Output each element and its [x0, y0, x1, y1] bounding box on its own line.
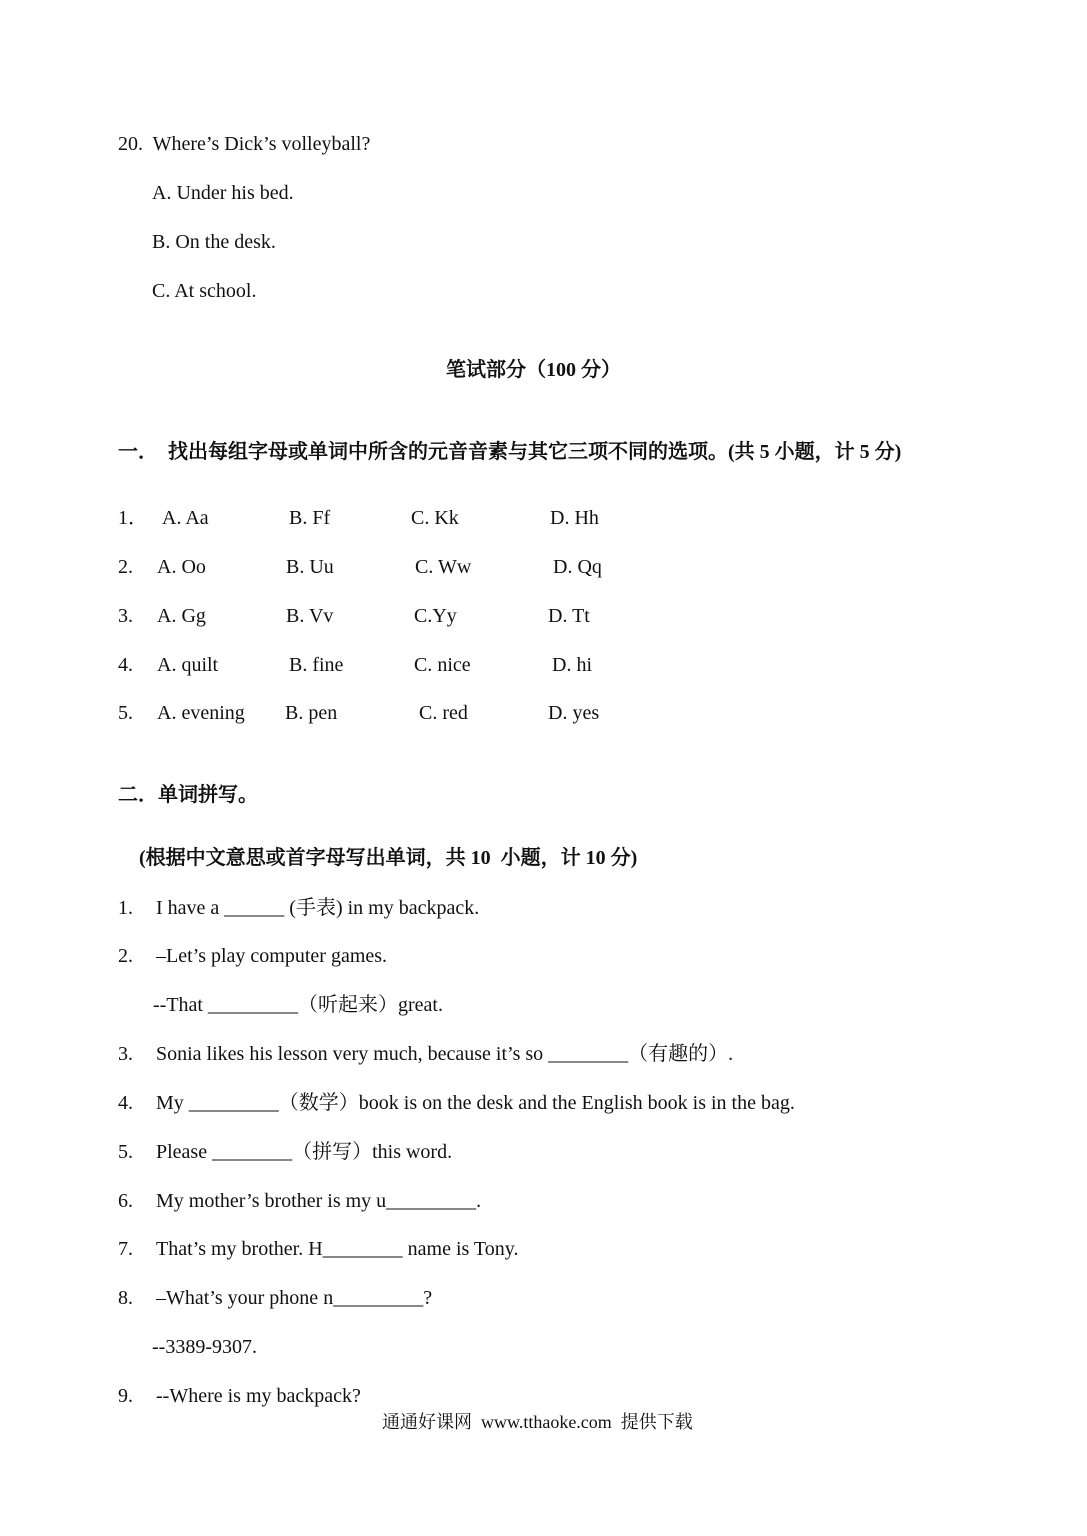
item-text: My mother’s brother is my u_________.: [156, 1190, 482, 1212]
row-number: 4.: [118, 654, 133, 676]
option-c: C. red: [419, 702, 468, 724]
item-text: –Let’s play computer games.: [156, 945, 388, 967]
item-text: My _________（数学）book is on the desk and the English book is in the bag.: [156, 1092, 795, 1114]
part1-heading: 一． 找出每组字母或单词中所含的元音音素与其它三项不同的选项。(共 5 小题，计 5 分): [118, 441, 902, 463]
item-number: 3.: [118, 1043, 133, 1065]
item-text: I have a ______ (手表) in my backpack.: [156, 897, 480, 919]
section-title: 笔试部分（100 分）: [446, 359, 621, 381]
option-d: D. yes: [548, 702, 600, 724]
row-number: 3.: [118, 605, 133, 627]
item-text: Please ________（拼写）this word.: [156, 1141, 453, 1163]
row-number: 5.: [118, 702, 133, 724]
item-text: --3389-9307.: [152, 1336, 257, 1358]
item-number: 2.: [118, 945, 133, 967]
question-20-option-a: A. Under his bed.: [152, 182, 294, 204]
option-c: C. nice: [414, 654, 471, 676]
page-footer: 通通好课网 www.tthaoke.com 提供下载: [382, 1412, 693, 1432]
item-number: 5.: [118, 1141, 133, 1163]
option-a: A. Oo: [157, 556, 206, 578]
option-a: A. quilt: [157, 654, 219, 676]
option-b: B. Vv: [286, 605, 334, 627]
list-item: [0, 1237, 1087, 1261]
item-number: 7.: [118, 1238, 133, 1260]
item-text: --That _________（听起来）great.: [153, 994, 443, 1016]
item-text: --Where is my backpack?: [156, 1385, 361, 1407]
part2-instruction: (根据中文意思或首字母写出单词，共 10 小题，计 10 分): [139, 847, 638, 869]
list-item: [0, 1335, 1087, 1359]
item-text: –What’s your phone n_________?: [156, 1287, 433, 1309]
option-a: A. evening: [157, 702, 245, 724]
list-item: [0, 1091, 1087, 1115]
option-b: B. Uu: [286, 556, 334, 578]
list-item: [0, 993, 1087, 1017]
option-d: D. Tt: [548, 605, 590, 627]
list-item: [0, 1189, 1087, 1213]
part2-heading: 二．单词拼写。: [118, 784, 258, 806]
option-a: A. Aa: [162, 507, 209, 529]
row-number: 1．: [118, 507, 148, 529]
item-number: 9.: [118, 1385, 133, 1407]
list-item: [0, 896, 1087, 920]
item-number: 6.: [118, 1190, 133, 1212]
option-c: C. Ww: [415, 556, 472, 578]
part1-row: [0, 701, 1087, 725]
item-text: Sonia likes his lesson very much, because it’s so ________（有趣的）.: [156, 1043, 734, 1065]
row-number: 2.: [118, 556, 133, 578]
part1-row: [0, 604, 1087, 628]
item-number: 4.: [118, 1092, 133, 1114]
option-c: C.Yy: [414, 605, 457, 627]
list-item: [0, 1286, 1087, 1310]
part1-row: [0, 653, 1087, 677]
list-item: [0, 1140, 1087, 1164]
item-text: That’s my brother. H________ name is Tony.: [156, 1238, 519, 1260]
option-d: D. hi: [552, 654, 592, 676]
item-number: 1.: [118, 897, 133, 919]
part1-row: [0, 506, 1087, 530]
option-b: B. pen: [285, 702, 338, 724]
option-d: D. Hh: [550, 507, 599, 529]
question-20-option-b: B. On the desk.: [152, 231, 276, 253]
option-d: D. Qq: [553, 556, 602, 578]
option-b: B. Ff: [289, 507, 331, 529]
question-20: 20. Where’s Dick’s volleyball?: [118, 133, 371, 155]
item-number: 8.: [118, 1287, 133, 1309]
list-item: [0, 1042, 1087, 1066]
option-c: C. Kk: [411, 507, 459, 529]
option-b: B. fine: [289, 654, 344, 676]
part1-row: [0, 555, 1087, 579]
question-20-option-c: C. At school.: [152, 280, 257, 302]
list-item: [0, 1384, 1087, 1408]
option-a: A. Gg: [157, 605, 206, 627]
list-item: [0, 944, 1087, 968]
